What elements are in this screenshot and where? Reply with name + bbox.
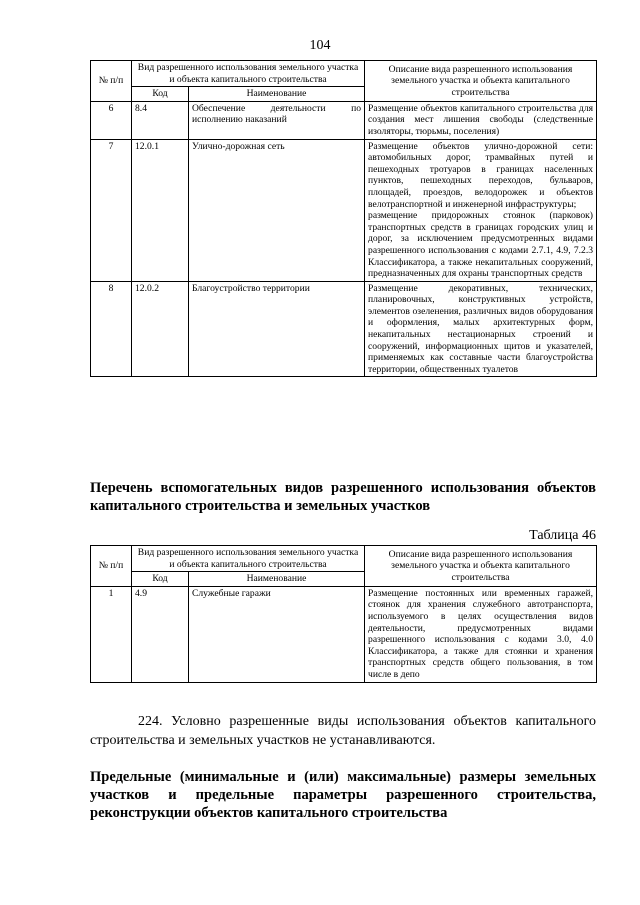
- header-code: Код: [132, 87, 189, 102]
- header-description: Описание вида разрешенного использования земельного участка и объекта капитального строительства: [365, 546, 597, 587]
- table-caption: Таблица 46: [529, 528, 596, 543]
- table-row: [91, 586, 597, 682]
- table1-body: [91, 101, 597, 377]
- row-num: 1: [91, 586, 132, 682]
- header-name: Наименование: [189, 572, 365, 587]
- row-code: 12.0.1: [132, 139, 189, 281]
- row-description: [365, 586, 597, 682]
- description-paragraph: Размещение декоративных, технических, планировочных, конструктивных устройств, элементов озеленения, различных видов оборудования и оформления, малых архитектурных форм, некапитальных нестационарных строений и сооружений, информационных щитов и указателей, применяемых как составные части благоустройства территории, общественных туалетов: [368, 282, 594, 375]
- table-row: [91, 281, 597, 377]
- header-group: Вид разрешенного использования земельного участка и объекта капитального строительства: [132, 546, 365, 572]
- page-number: 104: [309, 38, 331, 53]
- header-code: Код: [132, 572, 189, 587]
- header-group: Вид разрешенного использования земельного участка и объекта капитального строительства: [132, 61, 365, 87]
- description-paragraph: Размещение объектов улично-дорожной сети: автомобильных дорог, трамвайных путей и пешеходных тротуаров в границах населенных пунктов, пешеходных переходов, бульваров, площадей, проездов, велодорожек и объектов велотранспортной и инженерной инфраструктуры;: [368, 140, 594, 210]
- paragraph-224: 224. Условно разрешенные виды использования объектов капитального строительства и земельных участков не устанавливаются.: [90, 714, 596, 748]
- row-description: [365, 139, 597, 281]
- land-use-table-main: [90, 60, 597, 377]
- description-paragraph: Размещение объектов капитального строительства для создания мест лишения свободы (следственные изоляторы, тюрьмы, поселения): [368, 102, 594, 137]
- row-num: 6: [91, 101, 132, 139]
- description-paragraph: размещение придорожных стоянок (парковок) транспортных средств в границах городских улиц и дорог, за исключением предусмотренных видами разрешенного использования с кодами 2.7.1, 4.9, 7.2.3 Классификатора, а также некапитальных сооружений, предназначенных для охраны транспортных средств: [368, 210, 594, 280]
- row-code: 12.0.2: [132, 281, 189, 377]
- header-num: № п/п: [91, 546, 132, 587]
- table-row: [91, 101, 597, 139]
- header-name: Наименование: [189, 87, 365, 102]
- description-paragraph: Размещение постоянных или временных гаражей, стоянок для хранения служебного автотранспорта, используемого в целях осуществления видов деятельности, предусмотренных видами разрешенного использования с кодами 3.0, 4.0 Классификатора, а также для стоянки и хранения транспортных средств общего пользования, в том числе в депо: [368, 587, 594, 680]
- row-description: [365, 281, 597, 377]
- row-num: 7: [91, 139, 132, 281]
- row-name: Обеспечение деятельности по исполнению наказаний: [189, 101, 365, 139]
- header-description: Описание вида разрешенного использования земельного участка и объекта капитального строительства: [365, 61, 597, 102]
- land-use-table-auxiliary: [90, 545, 597, 683]
- row-code: 8.4: [132, 101, 189, 139]
- row-name: Улично-дорожная сеть: [189, 139, 365, 281]
- row-name: Благоустройство территории: [189, 281, 365, 377]
- header-num: № п/п: [91, 61, 132, 102]
- row-num: 8: [91, 281, 132, 377]
- heading-auxiliary-uses: Перечень вспомогательных видов разрешенного использования объектов капитального строительства и земельных участков: [90, 480, 596, 514]
- row-description: [365, 101, 597, 139]
- row-name: Служебные гаражи: [189, 586, 365, 682]
- table-row: [91, 139, 597, 281]
- table2-body: [91, 586, 597, 682]
- heading-limits: Предельные (минимальные и (или) максимальные) размеры земельных участков и предельные параметры разрешенного строительства, реконструкции объектов капитального строительства: [90, 769, 596, 821]
- row-code: 4.9: [132, 586, 189, 682]
